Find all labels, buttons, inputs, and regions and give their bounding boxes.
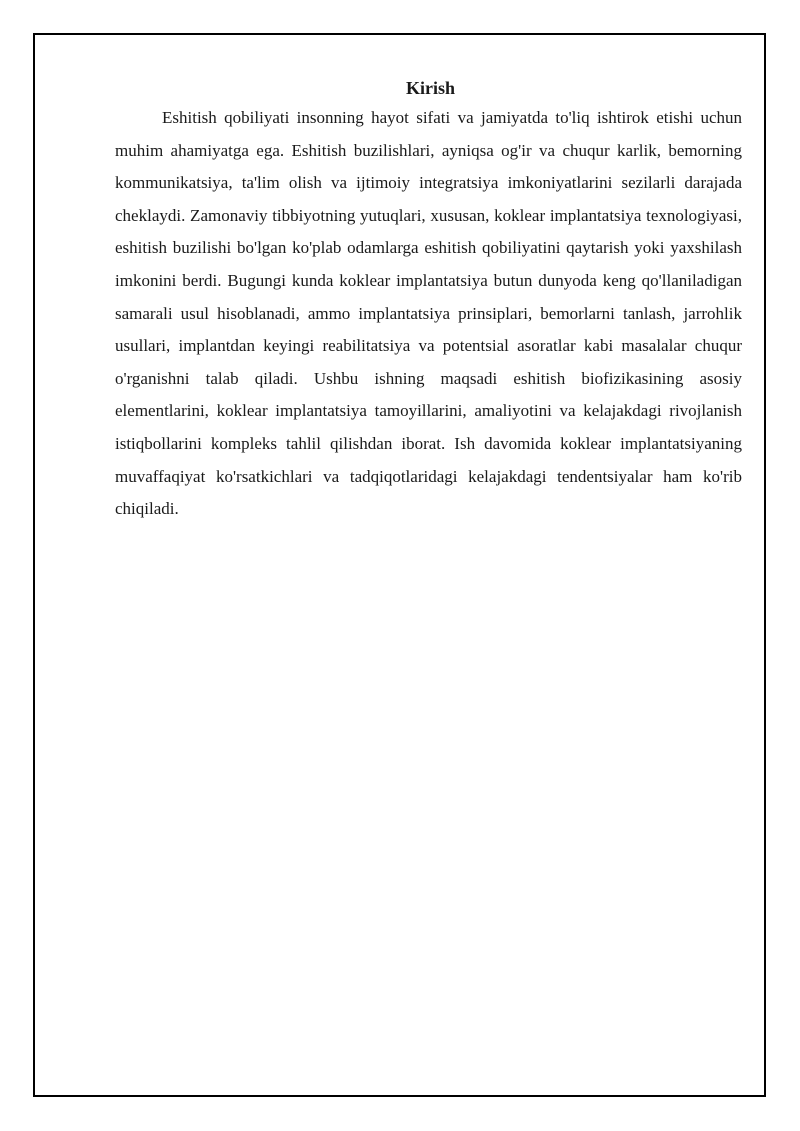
introduction-paragraph: Eshitish qobiliyati insonning hayot sifati va jamiyatda to'liq ishtirok etishi uchun muhim ahamiyatga ega. Eshitish buzilishlari, ayniqsa og'ir va chuqur karlik, bemorning kommunikatsiya, ta'lim olish va ijtimoiy integratsiya imkoniyatlarini sezilarli darajada cheklaydi. Zamonaviy tibbiyotning yutuqlari, xususan, koklear implantatsiya texnologiyasi, eshitish buzilishi bo'lgan ko'plab odamlarga eshitish qobiliyatini qaytarish yoki yaxshilash imkonini berdi. Bugungi kunda koklear implantatsiya butun dunyoda keng qo'llaniladigan samarali usul hisoblanadi, ammo implantatsiya prinsiplari, bemorlarni tanlash, jarrohlik usullari, implantdan keyingi reabilitatsiya va potentsial asoratlar kabi masalalar chuqur o'rganishni talab qiladi. Ushbu ishning maqsadi eshitish biofizikasining asosiy elementlarini, koklear implantatsiya tamoyillarini, amaliyotini va kelajakdagi rivojlanish istiqbollarini kompleks tahlil qilishdan iborat. Ish davomida koklear implantatsiyaning muvaffaqiyat ko'rsatkichlari va tadqiqotlaridagi kelajakdagi tendentsiyalar ham ko'rib chiqiladi. [115,108,742,519]
document-body [115,74,742,526]
document-title: Kirish [405,78,455,98]
